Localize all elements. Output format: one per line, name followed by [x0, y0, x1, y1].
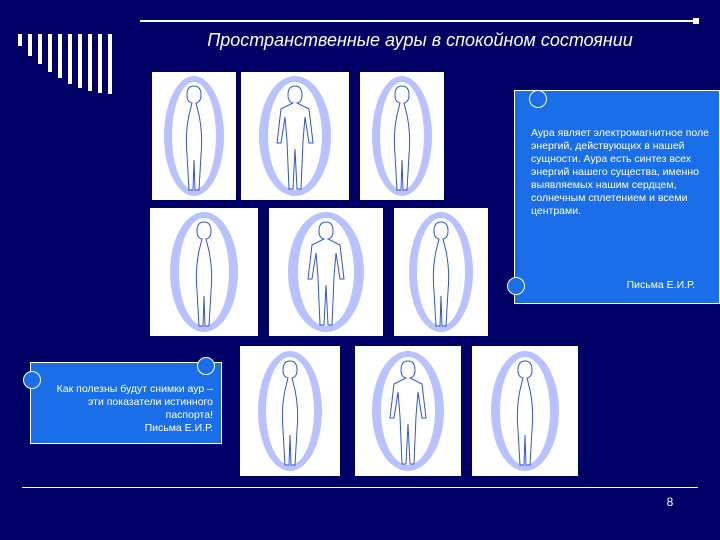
aura-photo-3: [360, 72, 444, 200]
quote-left-text: Как полезны будут снимки аур – эти показатели истинного паспорта!: [56, 383, 213, 421]
quote-left-source: Письма Е.И.Р.: [144, 422, 213, 434]
bottom-divider: [22, 487, 698, 488]
page-number: 8: [666, 495, 674, 509]
aura-photo-1: [152, 72, 236, 200]
top-divider: [140, 20, 696, 22]
decorative-stripes: [18, 34, 128, 94]
aura-figure-icon: [360, 72, 444, 200]
aura-photo-4: [150, 208, 258, 336]
aura-photo-5: [269, 208, 383, 336]
quote-scroll-right: [514, 90, 720, 304]
aura-figure-icon: [152, 72, 236, 200]
aura-figure-icon: [355, 346, 461, 476]
slide-title: Пространственные ауры в спокойном состоянии: [207, 30, 633, 50]
quote-right-text: Аура являет электромагнитное поле энергий, действующих в нашей сущности. Аура есть синтез всех энергий нашего существа, именно выявляемых нашим сердцем, солнечным сплетением и всеми центрами.: [531, 127, 709, 217]
scroll-curl: [529, 90, 547, 108]
aura-figure-icon: [269, 208, 383, 336]
aura-photo-7: [240, 346, 340, 476]
aura-photo-6: [394, 208, 488, 336]
aura-figure-icon: [472, 346, 578, 476]
aura-figure-icon: [241, 72, 349, 200]
quote-right-source: Письма Е.И.Р.: [626, 279, 695, 291]
quote-scroll-left: [30, 362, 222, 444]
aura-figure-icon: [150, 208, 258, 336]
scroll-curl: [507, 277, 525, 295]
aura-photo-8: [355, 346, 461, 476]
aura-photo-9: [472, 346, 578, 476]
scroll-curl: [23, 371, 41, 389]
aura-photo-2: [241, 72, 349, 200]
aura-figure-icon: [240, 346, 340, 476]
aura-figure-icon: [394, 208, 488, 336]
scroll-curl: [197, 357, 215, 375]
